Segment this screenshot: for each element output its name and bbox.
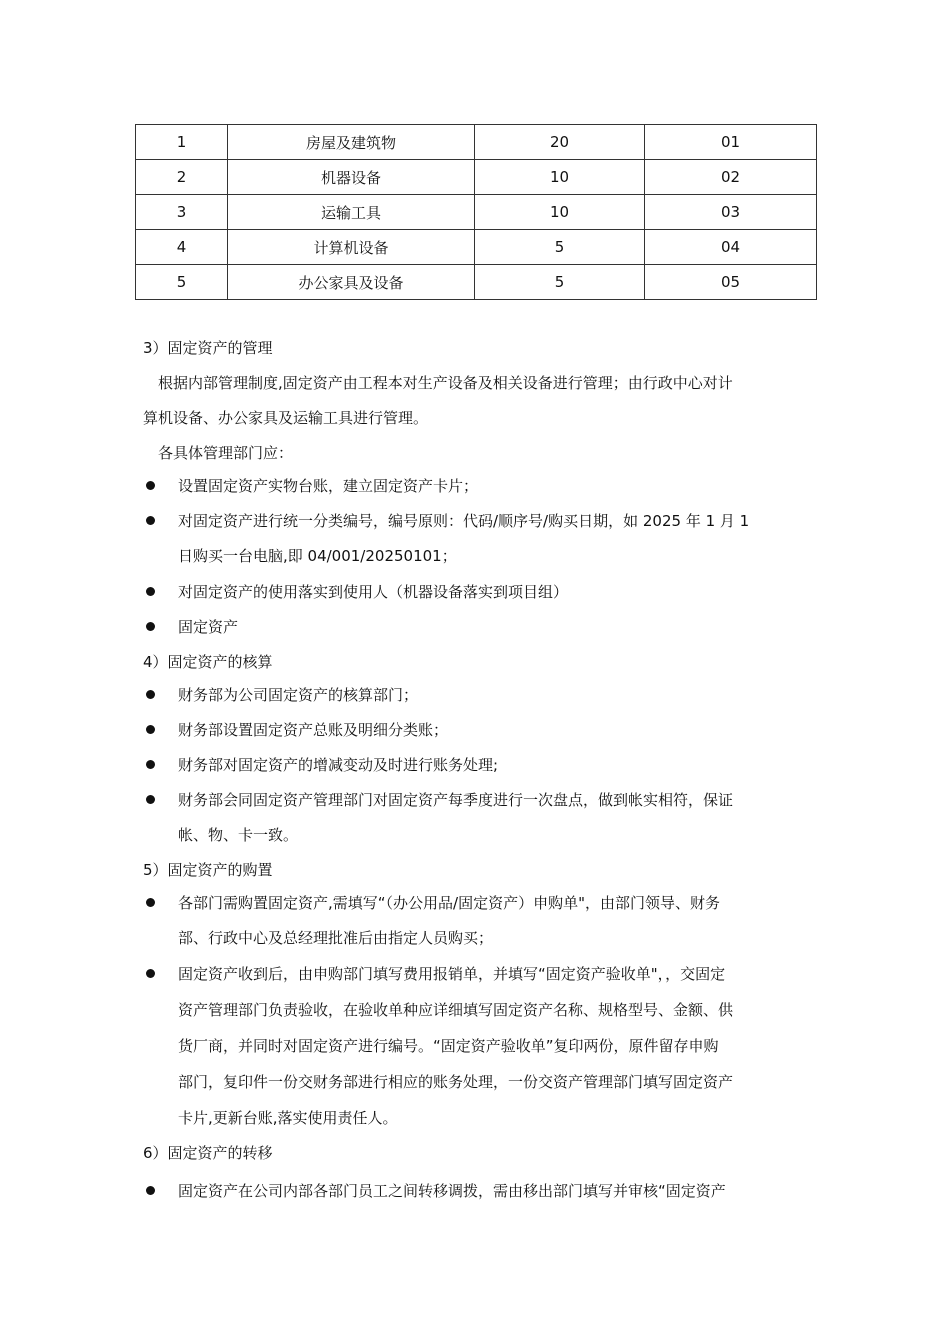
bullet-icon [146, 587, 155, 596]
asset-category: 房屋及建筑物 [228, 125, 475, 160]
list-item: 固定资产收到后，由申购部门填写费用报销单，并填写“固定资产验收单"，，交固定 [178, 965, 726, 983]
category-code: 04 [645, 230, 817, 265]
asset-category: 办公家具及设备 [228, 265, 475, 300]
depreciation-years: 5 [475, 265, 645, 300]
bullet-icon [146, 481, 155, 490]
bullet-icon [146, 795, 155, 804]
table-row [136, 195, 817, 230]
paragraph-line: 根据内部管理制度,固定资产由工程本对生产设备及相关设备进行管理；由行政中心对计 [158, 374, 733, 392]
paragraph-line: 各具体管理部门应： [158, 444, 294, 462]
asset-category-table [135, 124, 817, 300]
section-4-heading: 4）固定资产的核算 [143, 653, 273, 671]
depreciation-years: 10 [475, 160, 645, 195]
list-item-continuation: 货厂商，并同时对固定资产进行编号。“固定资产验收单”复印两份，原件留存申购 [178, 1037, 719, 1055]
bullet-icon [146, 725, 155, 734]
section-5-heading: 5）固定资产的购置 [143, 861, 273, 879]
list-item: 财务部会同固定资产管理部门对固定资产每季度进行一次盘点，做到帐实相符，保证 [178, 791, 734, 809]
list-item: 固定资产 [178, 618, 239, 636]
row-number: 1 [136, 125, 228, 160]
list-item-continuation: 帐、物、卡一致。 [178, 826, 299, 844]
bullet-icon [146, 969, 155, 978]
depreciation-years: 10 [475, 195, 645, 230]
category-code: 05 [645, 265, 817, 300]
bullet-icon [146, 760, 155, 769]
depreciation-years: 5 [475, 230, 645, 265]
category-code: 02 [645, 160, 817, 195]
table-row [136, 160, 817, 195]
table-row [136, 230, 817, 265]
bullet-icon [146, 622, 155, 631]
list-item-continuation: 日购买一台电脑,即 04/001/20250101； [178, 547, 457, 565]
list-item-continuation: 部门，复印件一份交财务部进行相应的账务处理，一份交资产管理部门填写固定资产 [178, 1073, 734, 1091]
section-6-heading: 6）固定资产的转移 [143, 1144, 273, 1162]
asset-category: 机器设备 [228, 160, 475, 195]
asset-category: 运输工具 [228, 195, 475, 230]
row-number: 5 [136, 265, 228, 300]
list-item: 对固定资产进行统一分类编号，编号原则：代码/顺序号/购买日期，如 2025 年 1 月 1 [178, 512, 750, 530]
table-row [136, 125, 817, 160]
bullet-icon [146, 1186, 155, 1195]
depreciation-years: 20 [475, 125, 645, 160]
section-3-heading: 3）固定资产的管理 [143, 339, 273, 357]
bullet-icon [146, 690, 155, 699]
list-item: 各部门需购置固定资产,需填写“（办公用品/固定资产）申购单"，由部门领导、财务 [178, 894, 720, 912]
row-number: 4 [136, 230, 228, 265]
list-item: 财务部为公司固定资产的核算部门； [178, 686, 419, 704]
category-code: 01 [645, 125, 817, 160]
paragraph-line: 算机设备、办公家具及运输工具进行管理。 [143, 409, 429, 427]
list-item: 财务部对固定资产的增减变动及时进行账务处理; [178, 756, 499, 774]
asset-category: 计算机设备 [228, 230, 475, 265]
list-item: 固定资产在公司内部各部门员工之间转移调拨，需由移出部门填写并审核“固定资产 [178, 1182, 726, 1200]
list-item-continuation: 资产管理部门负责验收，在验收单种应详细填写固定资产名称、规格型号、金额、供 [178, 1001, 734, 1019]
list-item: 设置固定资产实物台账，建立固定资产卡片； [178, 477, 479, 495]
bullet-icon [146, 898, 155, 907]
table-row [136, 265, 817, 300]
list-item: 财务部设置固定资产总账及明细分类账； [178, 721, 449, 739]
bullet-icon [146, 516, 155, 525]
list-item-continuation: 部、行政中心及总经理批准后由指定人员购买； [178, 929, 494, 947]
list-item-continuation: 卡片,更新台账,落实使用责任人。 [178, 1109, 398, 1127]
row-number: 3 [136, 195, 228, 230]
list-item: 对固定资产的使用落实到使用人（机器设备落实到项目组） [178, 583, 569, 601]
row-number: 2 [136, 160, 228, 195]
category-code: 03 [645, 195, 817, 230]
